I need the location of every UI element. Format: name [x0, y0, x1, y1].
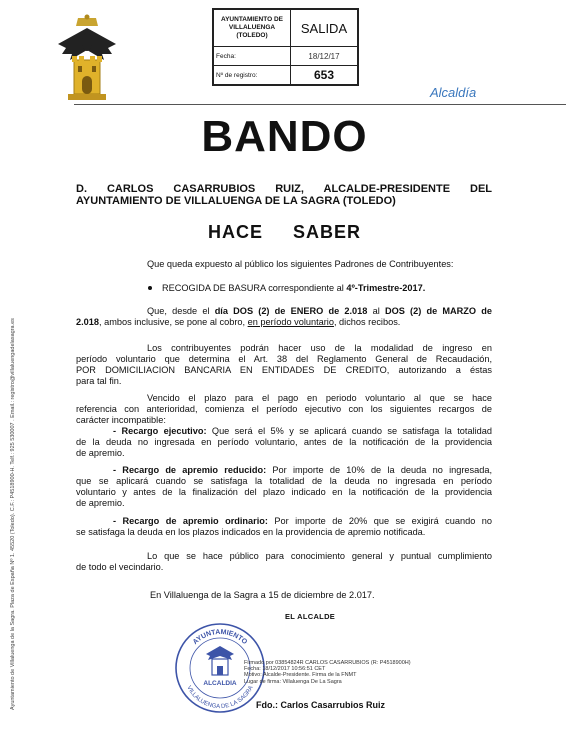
recargo-ejecutivo-l3: de apremio.: [76, 448, 125, 458]
recargo-ordinario: [76, 516, 492, 538]
period-paragraph: [76, 306, 492, 328]
period-l2d: , dichos recibos.: [333, 317, 401, 327]
vencido-line-3: carácter incompatible:: [76, 415, 166, 425]
recargo-ejecutivo-label: - Recargo ejecutivo:: [113, 426, 207, 436]
period-start: día DOS (2) de ENERO de 2.018: [214, 306, 368, 316]
bullet-middle: correspondiente al: [265, 283, 347, 293]
registry-stamp: [212, 8, 359, 86]
header-divider: [74, 104, 566, 105]
coat-of-arms-icon: [56, 14, 118, 106]
period-l1a: Que, desde el: [147, 306, 215, 316]
registry-number-label: Nº de registro:: [214, 66, 291, 85]
recargo-reducido-label: - Recargo de apremio reducido:: [113, 465, 267, 475]
period-voluntary: en período voluntario: [247, 317, 334, 327]
domicil-line-1: Los contribuyentes podrán hacer uso de la modalidad de ingreso en: [147, 343, 492, 353]
signer-role: EL ALCALDE: [285, 612, 336, 621]
recargo-ordinario-label: - Recargo de apremio ordinario:: [113, 516, 268, 526]
seal-top-text: AYUNTAMIENTO: [191, 628, 249, 647]
domicil-line-2: período voluntario que determina el Art. 38 del Reglamento General de Recaudación,: [76, 354, 492, 364]
registry-date: 18/12/17: [291, 47, 358, 66]
bullet-item: [148, 283, 425, 293]
author-line-2: AYUNTAMIENTO DE VILLALUENGA DE LA SAGRA (TOLEDO): [76, 195, 396, 207]
vencido-line-1: Vencido el plazo para el pago en periodo voluntario al que se hace: [147, 393, 492, 403]
period-end: DOS (2) de MARZO de: [384, 306, 492, 316]
recargo-reducido-l3: voluntario y antes de la finalización del plazo indicado en la notificación de la providencia: [76, 487, 492, 497]
recargo-reducido-l4: de apremio.: [76, 498, 125, 508]
side-address-text: [2, 190, 16, 710]
side-address-label: Ayuntamiento de Villaluenga de la Sagra. Plaza de España Nº 1. 45520 (Toledo). C.F.: P4518900-H. Telf.: 925 530007 . Email.: registro@villaluengadelasagra.es: [10, 318, 16, 710]
digital-signature: [244, 660, 411, 685]
domicil-line-4: para tal fin.: [76, 376, 122, 386]
sign-line-2: Fecha: 18/12/2017 10:56:51 CET: [244, 666, 326, 673]
registry-number: 653: [291, 66, 358, 85]
vencido-paragraph: [76, 393, 492, 426]
place-date: En Villaluenga de la Sagra a 15 de diciembre de 2.017.: [150, 590, 375, 600]
author-line-1: D. CARLOS CASARRUBIOS RUIZ, ALCALDE-PRESIDENTE DEL: [76, 183, 492, 195]
period-l2b: , ambos inclusive, se pone al cobro,: [99, 317, 248, 327]
bullet-service: RECOGIDA DE BASURA: [162, 283, 266, 293]
sign-line-3: Motivo: Alcalde-Presidente. Firma de la FNMT: [244, 672, 357, 679]
seal-crest-icon: [206, 646, 234, 675]
vencido-line-2: referencia con anterioridad, comienza el período ejecutivo con los siguientes recargos de: [76, 404, 492, 414]
recargo-ejecutivo: [76, 426, 492, 459]
recargo-ordinario-l1: Por importe de 20% que se exigirá cuando no: [267, 516, 492, 526]
intro-text: Que queda expuesto al público los siguientes Padrones de Contribuyentes:: [147, 259, 454, 269]
registry-date-label: Fecha:: [214, 47, 291, 66]
recargo-ordinario-l2: se satisfaga la deuda en los plazos indicados en la providencia de apremio notificada.: [76, 527, 426, 537]
closing-paragraph: [76, 551, 492, 573]
closing-line-2: de todo el vecindario.: [76, 562, 164, 572]
svg-text:VILLALUENGA DE LA SAGRA: [185, 685, 254, 710]
recargo-reducido-l2: que se aplicará cuando se satisfaga la totalidad de la deuda no ingresada en período: [76, 476, 492, 486]
period-year: 2.018: [76, 317, 99, 327]
hace-saber-heading: HACE SABER: [207, 222, 361, 242]
domicil-line-3: POR DOMICILIACION BANCARIA EN ENTIDADES DE CREDITO, autorizando a éstas: [76, 365, 492, 375]
signer-name: Fdo.: Carlos Casarrubios Ruiz: [256, 700, 386, 710]
bullet-period: 4º-Trimestre-2017.: [346, 283, 426, 293]
registry-org: AYUNTAMIENTO DE VILLALUENGA (TOLEDO): [214, 10, 291, 47]
bullet-dot-icon: [148, 286, 152, 290]
department-label: Alcaldía: [430, 85, 477, 100]
recargo-reducido-l1: Por importe de 10% de la deuda no ingresada,: [266, 465, 492, 475]
registry-status: SALIDA: [291, 10, 358, 47]
recargo-ejecutivo-l2: de la deuda no ingresada en período voluntario, antes de la notificación de la providencia: [76, 437, 492, 447]
sign-line-1: Firmado por 03854824R CARLOS CASARRUBIOS (R: P4518900H): [244, 660, 411, 666]
recargo-ejecutivo-l1: Que será el 5% y se aplicará cuando se satisfaga la totalidad: [206, 426, 492, 436]
period-l1c: al: [367, 306, 385, 316]
page-title: BANDO: [201, 112, 368, 161]
closing-line-1: Lo que se hace público para conocimiento general y puntual cumplimiento: [147, 551, 492, 561]
domiciliation-paragraph: [76, 343, 492, 387]
seal-center-text: ALCALDIA: [203, 680, 237, 687]
sign-line-4: Lugar de firma: Villaluenga De La Sagra: [244, 678, 342, 685]
seal-bottom-text: VILLALUENGA DE LA SAGRA: [185, 685, 255, 711]
recargo-reducido: [76, 465, 492, 509]
